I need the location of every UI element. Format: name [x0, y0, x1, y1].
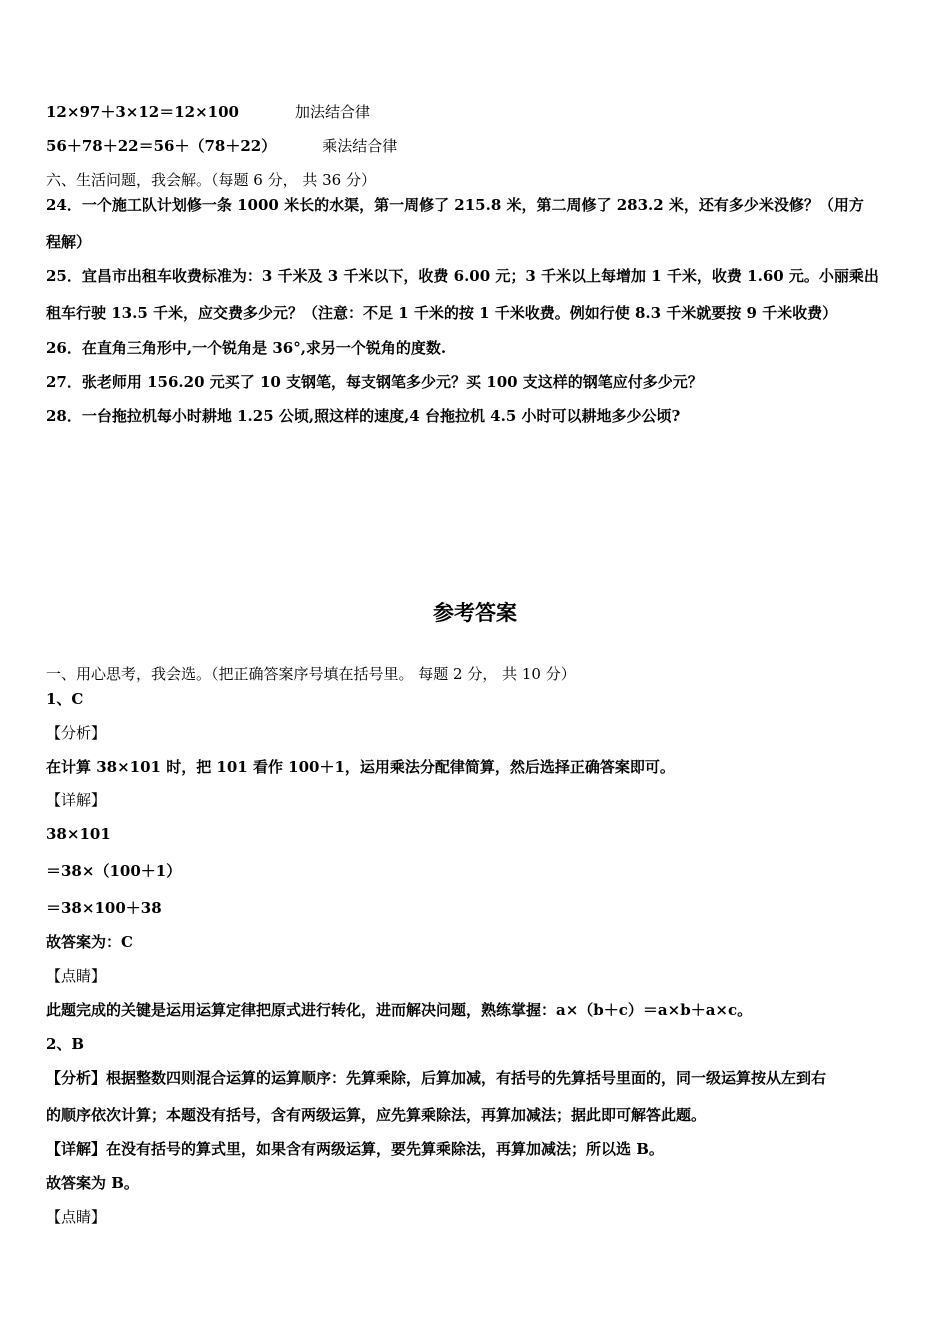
- answer-1-step-2: ＝38×（100＋1）: [46, 862, 182, 880]
- answer-1-analysis: 在计算 38×101 时，把 101 看作 100＋1，运用乘法分配律简算，然后选择正确答案即可。: [46, 758, 675, 776]
- section-six-header: 六、生活问题，我会解。（每题 6 分， 共 36 分）: [46, 171, 376, 189]
- law-name: 加法结合律: [294, 103, 370, 121]
- law-match-line-2: [46, 136, 910, 156]
- answer-1-analysis-tag: 【分析】: [46, 724, 107, 742]
- answer-1-comment: 此题完成的关键是运用运算定律把原式进行转化，进而解决问题，熟练掌握：a×（b＋c）＝a×b＋a×c。: [46, 1001, 753, 1019]
- question-24-line-2: 程解）: [46, 233, 92, 251]
- answer-1-comment-tag: 【点睛】: [46, 967, 107, 985]
- section-one-header: 一、用心思考，我会选。（把正确答案序号填在括号里。 每题 2 分， 共 10 分）: [46, 665, 576, 683]
- answer-1-label: 1、C: [46, 690, 84, 708]
- law-expression: 12×97＋3×12＝12×100: [46, 103, 239, 121]
- question-27: 27．张老师用 156.20 元买了 10 支钢笔，每支钢笔多少元？买 100 支这样的钢笔应付多少元？: [46, 373, 703, 391]
- answer-2-label: 2、B: [46, 1035, 85, 1053]
- answers-title: 参考答案: [433, 601, 517, 625]
- answer-1-detail-tag: 【详解】: [46, 791, 107, 809]
- answer-1-conclusion: 故答案为：C: [46, 933, 133, 951]
- answer-1-step-3: ＝38×100＋38: [46, 899, 162, 917]
- question-25-line-2: 租车行驶 13.5 千米，应交费多少元？（注意：不足 1 千米的按 1 千米收费。例如行使 8.3 千米就要按 9 千米收费）: [46, 304, 838, 322]
- question-26: 26．在直角三角形中,一个锐角是 36°,求另一个锐角的度数.: [46, 339, 447, 357]
- answer-2-detail: 【详解】在没有括号的算式里，如果含有两级运算，要先算乘除法，再算加减法；所以选 B。: [46, 1140, 664, 1158]
- answer-2-analysis-line-2: 的顺序依次计算；本题没有括号，含有两级运算，应先算乘除法，再算加减法；据此即可解答此题。: [46, 1106, 707, 1124]
- law-expression: 56＋78＋22＝56＋（78＋22）: [46, 137, 277, 155]
- question-28: 28．一台拖拉机每小时耕地 1.25 公顷,照这样的速度,4 台拖拉机 4.5 小时可以耕地多少公顷?: [46, 407, 681, 425]
- law-name: 乘法结合律: [322, 137, 398, 155]
- answer-2-conclusion: 故答案为 B。: [46, 1174, 139, 1192]
- answer-2-comment-tag: 【点睛】: [46, 1208, 107, 1226]
- law-match-line-1: [46, 102, 910, 122]
- answer-1-step-1: 38×101: [46, 825, 111, 843]
- question-24-line-1: 24．一个施工队计划修一条 1000 米长的水渠，第一周修了 215.8 米，第二周修了 283.2 米，还有多少米没修？（用方: [46, 196, 864, 214]
- question-25-line-1: 25．宜昌市出租车收费标准为：3 千米及 3 千米以下，收费 6.00 元；3 千米以上每增加 1 千米，收费 1.60 元。小丽乘出: [46, 267, 879, 285]
- answer-2-analysis-line-1: 【分析】根据整数四则混合运算的运算顺序：先算乘除，后算加减，有括号的先算括号里面的，同一级运算按从左到右: [46, 1069, 827, 1087]
